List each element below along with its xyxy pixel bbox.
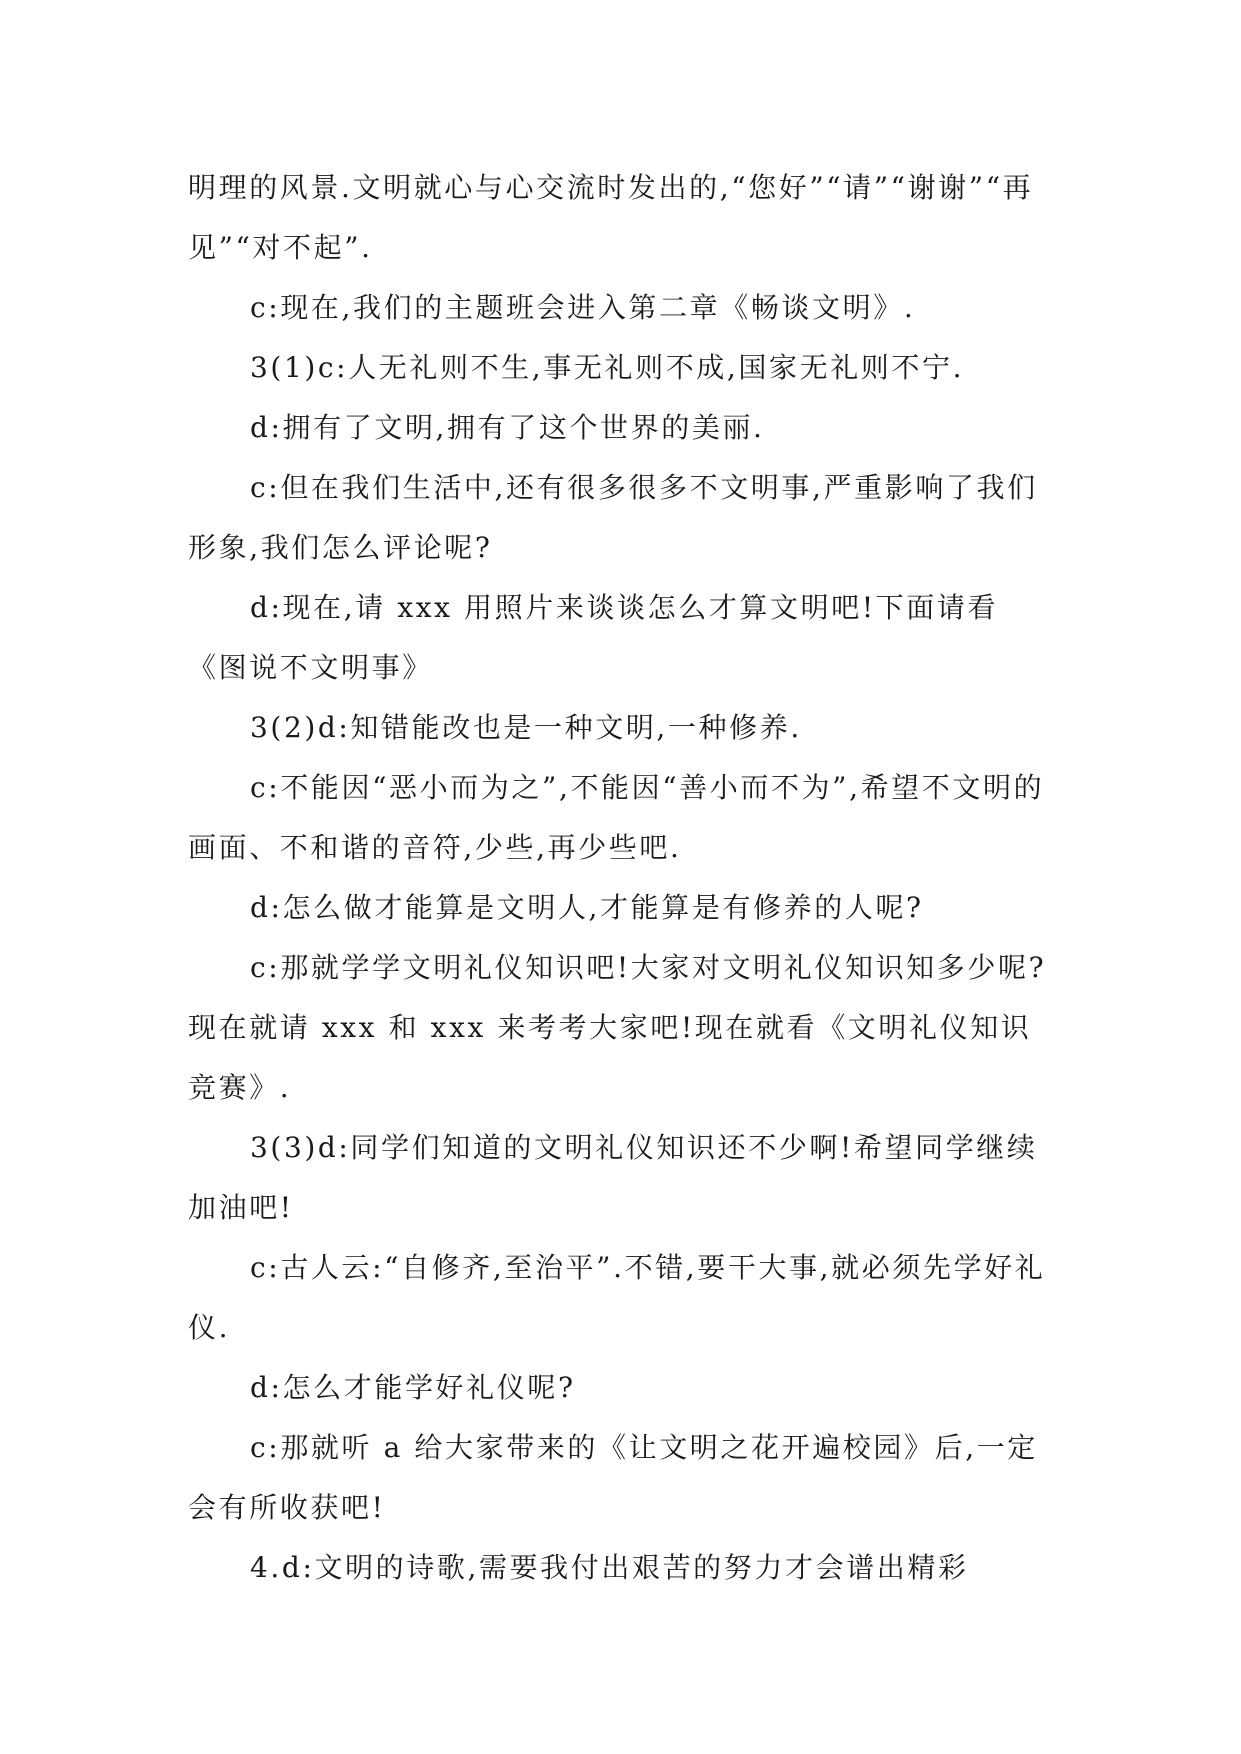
paragraph-2: c:现在,我们的主题班会进入第二章《畅谈文明》. <box>250 291 916 324</box>
paragraph-14: c:那就听 a 给大家带来的《让文明之花开遍校园》后,一定会有所收获吧! <box>188 1431 1038 1524</box>
paragraph-8: c:不能因“恶小而为之”,不能因“善小而不为”,希望不文明的画面、不和谐的音符,少些,再少些吧. <box>188 771 1045 864</box>
paragraph-15: 4.d:文明的诗歌,需要我付出艰苦的努力才会谱出精彩 <box>250 1551 969 1584</box>
paragraph-9: d:怎么做才能算是文明人,才能算是有修养的人呢? <box>250 891 924 924</box>
paragraph-1: 明理的风景.文明就心与心交流时发出的,“您好”“请”“谢谢”“再见”“对不起”. <box>188 171 1034 264</box>
paragraph-7: 3(2)d:知错能改也是一种文明,一种修养. <box>250 711 802 744</box>
document-body <box>188 158 1058 1598</box>
paragraph-3: 3(1)c:人无礼则不生,事无礼则不成,国家无礼则不宁. <box>250 351 965 384</box>
paragraph-13: d:怎么才能学好礼仪呢? <box>250 1371 576 1404</box>
paragraph-6: d:现在,请 xxx 用照片来谈谈怎么才算文明吧!下面请看《图说不文明事》 <box>188 591 999 684</box>
paragraph-10: c:那就学学文明礼仪知识吧!大家对文明礼仪知识知多少呢?现在就请 xxx 和 xxx 来考考大家吧!现在就看《文明礼仪知识竞赛》. <box>188 951 1047 1104</box>
paragraph-5: c:但在我们生活中,还有很多很多不文明事,严重影响了我们形象,我们怎么评论呢? <box>188 471 1038 564</box>
paragraph-4: d:拥有了文明,拥有了这个世界的美丽. <box>250 411 765 444</box>
paragraph-11: 3(3)d:同学们知道的文明礼仪知识还不少啊!希望同学继续加油吧! <box>188 1131 1038 1224</box>
paragraph-12: c:古人云:“自修齐,至治平”.不错,要干大事,就必须先学好礼仪. <box>188 1251 1046 1344</box>
